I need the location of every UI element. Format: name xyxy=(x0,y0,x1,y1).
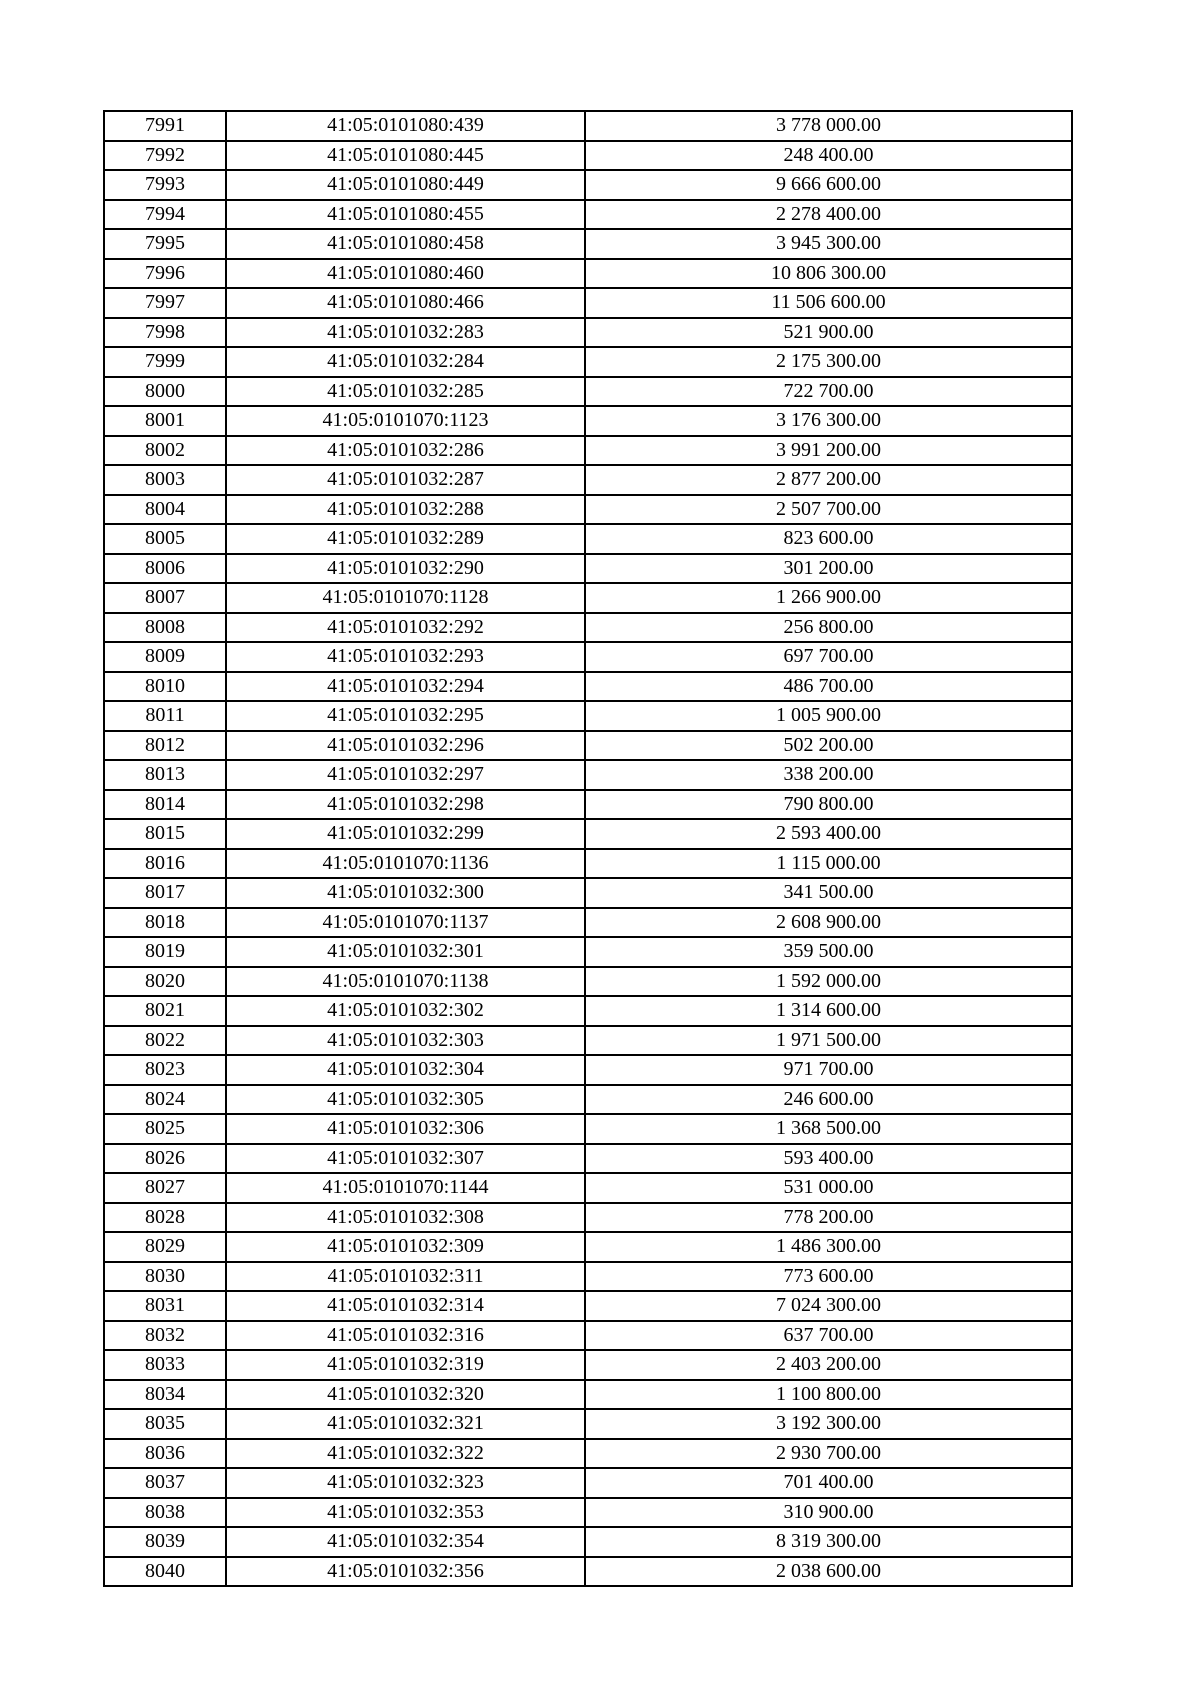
row-number-cell: 7993 xyxy=(104,170,226,200)
cadastral-number-cell: 41:05:0101032:306 xyxy=(226,1114,585,1144)
cadastral-number-cell: 41:05:0101032:319 xyxy=(226,1350,585,1380)
cadastral-value-cell: 256 800.00 xyxy=(585,613,1072,643)
cadastral-value-cell: 3 945 300.00 xyxy=(585,229,1072,259)
row-number-cell: 8020 xyxy=(104,967,226,997)
table-row xyxy=(104,1291,1072,1321)
cadastral-number-cell: 41:05:0101032:300 xyxy=(226,878,585,908)
row-number-cell: 8037 xyxy=(104,1468,226,1498)
cadastral-number-cell: 41:05:0101032:287 xyxy=(226,465,585,495)
table-row xyxy=(104,937,1072,967)
row-number-cell: 8003 xyxy=(104,465,226,495)
row-number-cell: 8038 xyxy=(104,1498,226,1528)
cadastral-value-cell: 10 806 300.00 xyxy=(585,259,1072,289)
cadastral-value-cell: 502 200.00 xyxy=(585,731,1072,761)
table-row xyxy=(104,760,1072,790)
table-row xyxy=(104,554,1072,584)
table-row xyxy=(104,583,1072,613)
row-number-cell: 8010 xyxy=(104,672,226,702)
cadastral-number-cell: 41:05:0101070:1123 xyxy=(226,406,585,436)
cadastral-number-cell: 41:05:0101032:356 xyxy=(226,1557,585,1587)
cadastral-value-cell: 2 403 200.00 xyxy=(585,1350,1072,1380)
row-number-cell: 8040 xyxy=(104,1557,226,1587)
row-number-cell: 8009 xyxy=(104,642,226,672)
cadastral-number-cell: 41:05:0101032:292 xyxy=(226,613,585,643)
cadastral-number-cell: 41:05:0101032:314 xyxy=(226,1291,585,1321)
row-number-cell: 7998 xyxy=(104,318,226,348)
table-row xyxy=(104,1085,1072,1115)
table-row xyxy=(104,1114,1072,1144)
cadastral-value-cell: 2 877 200.00 xyxy=(585,465,1072,495)
cadastral-value-cell: 773 600.00 xyxy=(585,1262,1072,1292)
cadastral-number-cell: 41:05:0101070:1136 xyxy=(226,849,585,879)
cadastral-number-cell: 41:05:0101032:286 xyxy=(226,436,585,466)
cadastral-number-cell: 41:05:0101032:323 xyxy=(226,1468,585,1498)
table-row xyxy=(104,1498,1072,1528)
cadastral-value-cell: 341 500.00 xyxy=(585,878,1072,908)
cadastral-value-cell: 1 368 500.00 xyxy=(585,1114,1072,1144)
row-number-cell: 8021 xyxy=(104,996,226,1026)
row-number-cell: 7995 xyxy=(104,229,226,259)
table-row xyxy=(104,1144,1072,1174)
cadastral-number-cell: 41:05:0101032:284 xyxy=(226,347,585,377)
table-row xyxy=(104,642,1072,672)
table-row xyxy=(104,967,1072,997)
cadastral-value-cell: 1 115 000.00 xyxy=(585,849,1072,879)
row-number-cell: 8039 xyxy=(104,1527,226,1557)
row-number-cell: 8016 xyxy=(104,849,226,879)
cadastral-number-cell: 41:05:0101070:1144 xyxy=(226,1173,585,1203)
cadastral-number-cell: 41:05:0101032:303 xyxy=(226,1026,585,1056)
row-number-cell: 8025 xyxy=(104,1114,226,1144)
cadastral-number-cell: 41:05:0101080:449 xyxy=(226,170,585,200)
row-number-cell: 7991 xyxy=(104,111,226,141)
table-row xyxy=(104,672,1072,702)
row-number-cell: 8006 xyxy=(104,554,226,584)
table-row xyxy=(104,170,1072,200)
row-number-cell: 8034 xyxy=(104,1380,226,1410)
cadastral-value-table xyxy=(103,110,1073,1587)
cadastral-value-cell: 248 400.00 xyxy=(585,141,1072,171)
row-number-cell: 7999 xyxy=(104,347,226,377)
row-number-cell: 8015 xyxy=(104,819,226,849)
cadastral-value-cell: 3 778 000.00 xyxy=(585,111,1072,141)
cadastral-value-cell: 697 700.00 xyxy=(585,642,1072,672)
table-row xyxy=(104,1173,1072,1203)
table-row xyxy=(104,318,1072,348)
cadastral-value-cell: 310 900.00 xyxy=(585,1498,1072,1528)
table-row xyxy=(104,1232,1072,1262)
row-number-cell: 8001 xyxy=(104,406,226,436)
table-row xyxy=(104,819,1072,849)
row-number-cell: 7992 xyxy=(104,141,226,171)
table-row xyxy=(104,1557,1072,1587)
row-number-cell: 7997 xyxy=(104,288,226,318)
table-row xyxy=(104,288,1072,318)
cadastral-value-cell: 359 500.00 xyxy=(585,937,1072,967)
cadastral-number-cell: 41:05:0101032:302 xyxy=(226,996,585,1026)
table-row xyxy=(104,1203,1072,1233)
cadastral-value-cell: 3 176 300.00 xyxy=(585,406,1072,436)
table-row xyxy=(104,1439,1072,1469)
cadastral-number-cell: 41:05:0101032:304 xyxy=(226,1055,585,1085)
cadastral-number-cell: 41:05:0101080:445 xyxy=(226,141,585,171)
row-number-cell: 8032 xyxy=(104,1321,226,1351)
table-row xyxy=(104,731,1072,761)
cadastral-value-cell: 1 592 000.00 xyxy=(585,967,1072,997)
table-row xyxy=(104,701,1072,731)
cadastral-value-cell: 722 700.00 xyxy=(585,377,1072,407)
row-number-cell: 8014 xyxy=(104,790,226,820)
cadastral-value-cell: 637 700.00 xyxy=(585,1321,1072,1351)
cadastral-number-cell: 41:05:0101080:455 xyxy=(226,200,585,230)
cadastral-value-cell: 3 192 300.00 xyxy=(585,1409,1072,1439)
cadastral-number-cell: 41:05:0101032:301 xyxy=(226,937,585,967)
cadastral-number-cell: 41:05:0101080:458 xyxy=(226,229,585,259)
table-row xyxy=(104,141,1072,171)
row-number-cell: 8029 xyxy=(104,1232,226,1262)
cadastral-number-cell: 41:05:0101032:309 xyxy=(226,1232,585,1262)
cadastral-value-cell: 1 971 500.00 xyxy=(585,1026,1072,1056)
cadastral-number-cell: 41:05:0101080:460 xyxy=(226,259,585,289)
cadastral-value-cell: 7 024 300.00 xyxy=(585,1291,1072,1321)
row-number-cell: 8036 xyxy=(104,1439,226,1469)
cadastral-value-cell: 2 930 700.00 xyxy=(585,1439,1072,1469)
table-row xyxy=(104,908,1072,938)
table-body xyxy=(104,111,1072,1586)
cadastral-number-cell: 41:05:0101032:296 xyxy=(226,731,585,761)
table-row xyxy=(104,790,1072,820)
cadastral-value-cell: 1 486 300.00 xyxy=(585,1232,1072,1262)
cadastral-value-cell: 790 800.00 xyxy=(585,790,1072,820)
cadastral-number-cell: 41:05:0101032:305 xyxy=(226,1085,585,1115)
cadastral-number-cell: 41:05:0101032:353 xyxy=(226,1498,585,1528)
table-row xyxy=(104,347,1072,377)
cadastral-value-cell: 2 593 400.00 xyxy=(585,819,1072,849)
row-number-cell: 8013 xyxy=(104,760,226,790)
row-number-cell: 8007 xyxy=(104,583,226,613)
cadastral-value-cell: 701 400.00 xyxy=(585,1468,1072,1498)
table-row xyxy=(104,1409,1072,1439)
table-row xyxy=(104,1350,1072,1380)
cadastral-value-cell: 338 200.00 xyxy=(585,760,1072,790)
row-number-cell: 7994 xyxy=(104,200,226,230)
cadastral-value-cell: 8 319 300.00 xyxy=(585,1527,1072,1557)
row-number-cell: 8011 xyxy=(104,701,226,731)
cadastral-number-cell: 41:05:0101032:299 xyxy=(226,819,585,849)
table-row xyxy=(104,1527,1072,1557)
cadastral-value-cell: 531 000.00 xyxy=(585,1173,1072,1203)
table-row xyxy=(104,878,1072,908)
table-row xyxy=(104,1055,1072,1085)
table-row xyxy=(104,613,1072,643)
row-number-cell: 8035 xyxy=(104,1409,226,1439)
table-row xyxy=(104,200,1072,230)
row-number-cell: 8031 xyxy=(104,1291,226,1321)
table-row xyxy=(104,377,1072,407)
cadastral-value-cell: 1 100 800.00 xyxy=(585,1380,1072,1410)
cadastral-number-cell: 41:05:0101032:289 xyxy=(226,524,585,554)
cadastral-value-cell: 2 608 900.00 xyxy=(585,908,1072,938)
cadastral-number-cell: 41:05:0101070:1128 xyxy=(226,583,585,613)
cadastral-value-cell: 1 266 900.00 xyxy=(585,583,1072,613)
cadastral-number-cell: 41:05:0101032:308 xyxy=(226,1203,585,1233)
cadastral-number-cell: 41:05:0101032:354 xyxy=(226,1527,585,1557)
row-number-cell: 8018 xyxy=(104,908,226,938)
table-row xyxy=(104,1321,1072,1351)
row-number-cell: 8023 xyxy=(104,1055,226,1085)
row-number-cell: 8028 xyxy=(104,1203,226,1233)
cadastral-number-cell: 41:05:0101070:1138 xyxy=(226,967,585,997)
cadastral-number-cell: 41:05:0101032:321 xyxy=(226,1409,585,1439)
cadastral-number-cell: 41:05:0101032:288 xyxy=(226,495,585,525)
cadastral-value-cell: 2 038 600.00 xyxy=(585,1557,1072,1587)
row-number-cell: 8012 xyxy=(104,731,226,761)
cadastral-number-cell: 41:05:0101080:466 xyxy=(226,288,585,318)
cadastral-value-cell: 246 600.00 xyxy=(585,1085,1072,1115)
cadastral-number-cell: 41:05:0101080:439 xyxy=(226,111,585,141)
cadastral-number-cell: 41:05:0101032:307 xyxy=(226,1144,585,1174)
cadastral-number-cell: 41:05:0101032:311 xyxy=(226,1262,585,1292)
table-row xyxy=(104,1262,1072,1292)
cadastral-number-cell: 41:05:0101032:320 xyxy=(226,1380,585,1410)
cadastral-value-cell: 823 600.00 xyxy=(585,524,1072,554)
row-number-cell: 8005 xyxy=(104,524,226,554)
table-row xyxy=(104,111,1072,141)
row-number-cell: 8019 xyxy=(104,937,226,967)
cadastral-value-cell: 9 666 600.00 xyxy=(585,170,1072,200)
table-row xyxy=(104,495,1072,525)
cadastral-number-cell: 41:05:0101032:285 xyxy=(226,377,585,407)
cadastral-number-cell: 41:05:0101032:290 xyxy=(226,554,585,584)
cadastral-value-cell: 778 200.00 xyxy=(585,1203,1072,1233)
table-row xyxy=(104,849,1072,879)
cadastral-value-cell: 3 991 200.00 xyxy=(585,436,1072,466)
cadastral-value-cell: 521 900.00 xyxy=(585,318,1072,348)
table-row xyxy=(104,259,1072,289)
cadastral-number-cell: 41:05:0101070:1137 xyxy=(226,908,585,938)
table-row xyxy=(104,996,1072,1026)
table-row xyxy=(104,1026,1072,1056)
cadastral-value-cell: 1 005 900.00 xyxy=(585,701,1072,731)
row-number-cell: 8030 xyxy=(104,1262,226,1292)
cadastral-value-cell: 486 700.00 xyxy=(585,672,1072,702)
row-number-cell: 8017 xyxy=(104,878,226,908)
cadastral-number-cell: 41:05:0101032:322 xyxy=(226,1439,585,1469)
cadastral-number-cell: 41:05:0101032:298 xyxy=(226,790,585,820)
table-row xyxy=(104,1380,1072,1410)
cadastral-number-cell: 41:05:0101032:295 xyxy=(226,701,585,731)
cadastral-number-cell: 41:05:0101032:293 xyxy=(226,642,585,672)
cadastral-number-cell: 41:05:0101032:297 xyxy=(226,760,585,790)
row-number-cell: 8000 xyxy=(104,377,226,407)
row-number-cell: 8004 xyxy=(104,495,226,525)
cadastral-value-cell: 1 314 600.00 xyxy=(585,996,1072,1026)
row-number-cell: 8026 xyxy=(104,1144,226,1174)
cadastral-value-cell: 2 507 700.00 xyxy=(585,495,1072,525)
cadastral-value-cell: 2 278 400.00 xyxy=(585,200,1072,230)
row-number-cell: 8024 xyxy=(104,1085,226,1115)
table-row xyxy=(104,229,1072,259)
cadastral-number-cell: 41:05:0101032:294 xyxy=(226,672,585,702)
cadastral-number-cell: 41:05:0101032:316 xyxy=(226,1321,585,1351)
table-row xyxy=(104,436,1072,466)
row-number-cell: 8033 xyxy=(104,1350,226,1380)
cadastral-value-cell: 593 400.00 xyxy=(585,1144,1072,1174)
cadastral-number-cell: 41:05:0101032:283 xyxy=(226,318,585,348)
table-row xyxy=(104,406,1072,436)
table-row xyxy=(104,524,1072,554)
row-number-cell: 8008 xyxy=(104,613,226,643)
cadastral-value-cell: 11 506 600.00 xyxy=(585,288,1072,318)
row-number-cell: 8022 xyxy=(104,1026,226,1056)
cadastral-value-cell: 301 200.00 xyxy=(585,554,1072,584)
cadastral-value-cell: 971 700.00 xyxy=(585,1055,1072,1085)
table-row xyxy=(104,465,1072,495)
table-row xyxy=(104,1468,1072,1498)
row-number-cell: 8027 xyxy=(104,1173,226,1203)
row-number-cell: 7996 xyxy=(104,259,226,289)
cadastral-value-cell: 2 175 300.00 xyxy=(585,347,1072,377)
row-number-cell: 8002 xyxy=(104,436,226,466)
